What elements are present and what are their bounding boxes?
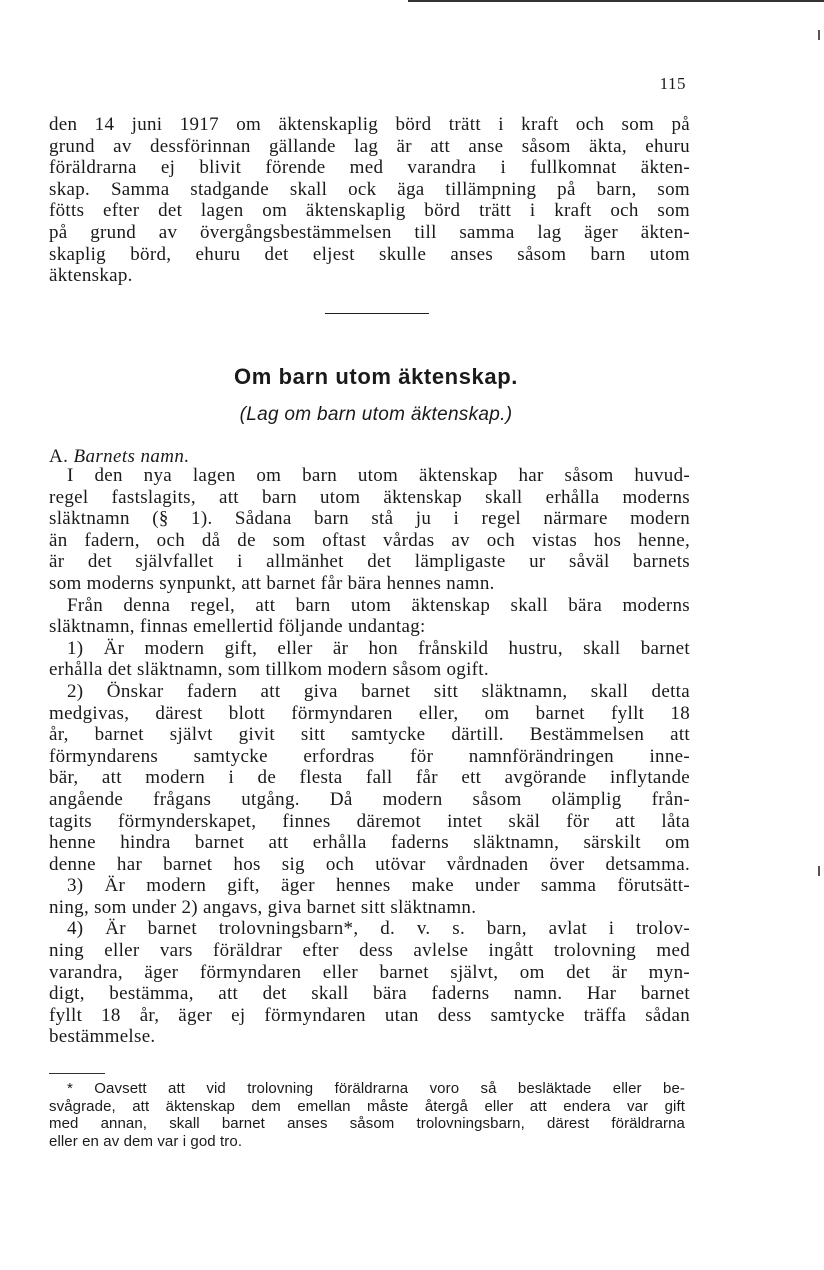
text-line: ning, som under 2) angavs, giva barnet sitt släktnamn. [49,896,477,918]
text-line: I den nya lagen om barn utom äktenskap har såsom huvud- [67,465,690,486]
page-edge-mark [818,30,820,40]
text-line: angående frågans utgång. Då modern såsom olämplig från- [49,788,690,810]
text-line: 3) Är modern gift, äger hennes make under samma förutsätt- [67,875,690,897]
footnote-divider [49,1073,105,1074]
text-line: fötts efter det lagen om äktenskaplig börd trätt i kraft och som [49,200,690,222]
section-subtitle: (Lag om barn utom äktenskap.) [239,404,513,425]
page-top-edge-rule [408,0,824,2]
section-divider [325,313,429,314]
text-line: förmyndarens samtycke erfordras för namnförändringen inne- [49,745,690,767]
text-line: bestämmelse. [49,1026,156,1048]
text-line: som moderns synpunkt, att barnet får bära hennes namn. [49,572,495,594]
subsection-title: Barnets namn. [73,446,190,467]
text-line: varandra, äger förmyndaren eller barnet självt, om det är myn- [49,961,690,983]
text-line: skaplig börd, ehuru det eljest skulle anses såsom barn utom [49,243,690,265]
text-line: 4) Är barnet trolovningsbarn*, d. v. s. barn, avlat i trolov- [67,918,690,940]
text-line: den 14 juni 1917 om äktenskaplig börd trätt i kraft och som på [49,114,690,135]
text-line: med annan, skall barnet anses såsom trolovningsbarn, därest föräldrarna [49,1115,685,1132]
text-line: eller en av dem var i god tro. [49,1132,243,1150]
text-line: äktenskap. [49,265,133,287]
text-line: än fadern, och då de som oftast vårdas av och vistas hos henne, [49,529,690,551]
text-line: erhålla det släktnamn, som tillkom modern såsom ogift. [49,659,489,681]
text-line: är det självfallet i allmänhet det lämpligaste ur såväl barnets [49,551,690,573]
text-line: Från denna regel, att barn utom äktenskap skall bära moderns [67,594,690,616]
page-number: 115 [659,74,686,93]
intro-paragraph [49,114,690,287]
text-line: grund av dessförinnan gällande lag är att anse såsom äkta, ehuru [49,135,690,157]
text-line: medgivas, därest blott förmyndaren eller, om barnet fyllt 18 [49,702,690,724]
text-line: år, barnet självt givit sitt samtycke därtill. Bestämmelsen att [49,724,690,746]
page-edge-mark [818,866,820,876]
text-line: släktnamn, finnas emellertid följande undantag: [49,616,426,638]
subsection-letter: A. [49,446,69,467]
text-line: * Oavsett att vid trolovning föräldrarna voro så besläktade eller be- [67,1080,685,1097]
text-line: föräldrarna ej blivit förende med varandra i fullkomnat äkten- [49,157,690,179]
text-line: släktnamn (§ 1). Sådana barn stå ju i regel närmare modern [49,508,690,530]
text-line: svågrade, att äktenskap dem emellan måste återgå eller att endera var gift [49,1097,685,1115]
text-line: på grund av övergångsbestämmelsen till samma lag äger äkten- [49,221,690,243]
text-line: denne har barnet hos sig och utövar vårdnaden över detsamma. [49,853,690,875]
text-line: 1) Är modern gift, eller är hon frånskild hustru, skall barnet [67,637,690,659]
text-line: fyllt 18 år, äger ej förmyndaren utan dess samtycke träffa sådan [49,1004,690,1026]
text-line: tagits förmynderskapet, finnes däremot intet skäl för att låta [49,810,690,832]
section-title: Om barn utom äktenskap. [234,364,518,389]
text-line: henne hindra barnet att erhålla faderns släktnamn, särskilt om [49,832,690,854]
text-line: digt, bestämma, att det skall bära faderns namn. Har barnet [49,983,690,1005]
text-line: skap. Samma stadgande skall ock äga tillämpning på barn, som [49,178,690,200]
body-text [49,465,690,1048]
text-line: 2) Önskar fadern att giva barnet sitt släktnamn, skall detta [67,680,690,702]
text-line: regel fastslagits, att barn utom äktenskap skall erhålla moderns [49,486,690,508]
text-line: ning eller vars föräldrar efter dess avlelse ingått trolovning med [49,940,690,962]
text-line: bär, att modern i de flesta fall får ett avgörande inflytande [49,767,690,789]
footnote [49,1080,685,1150]
